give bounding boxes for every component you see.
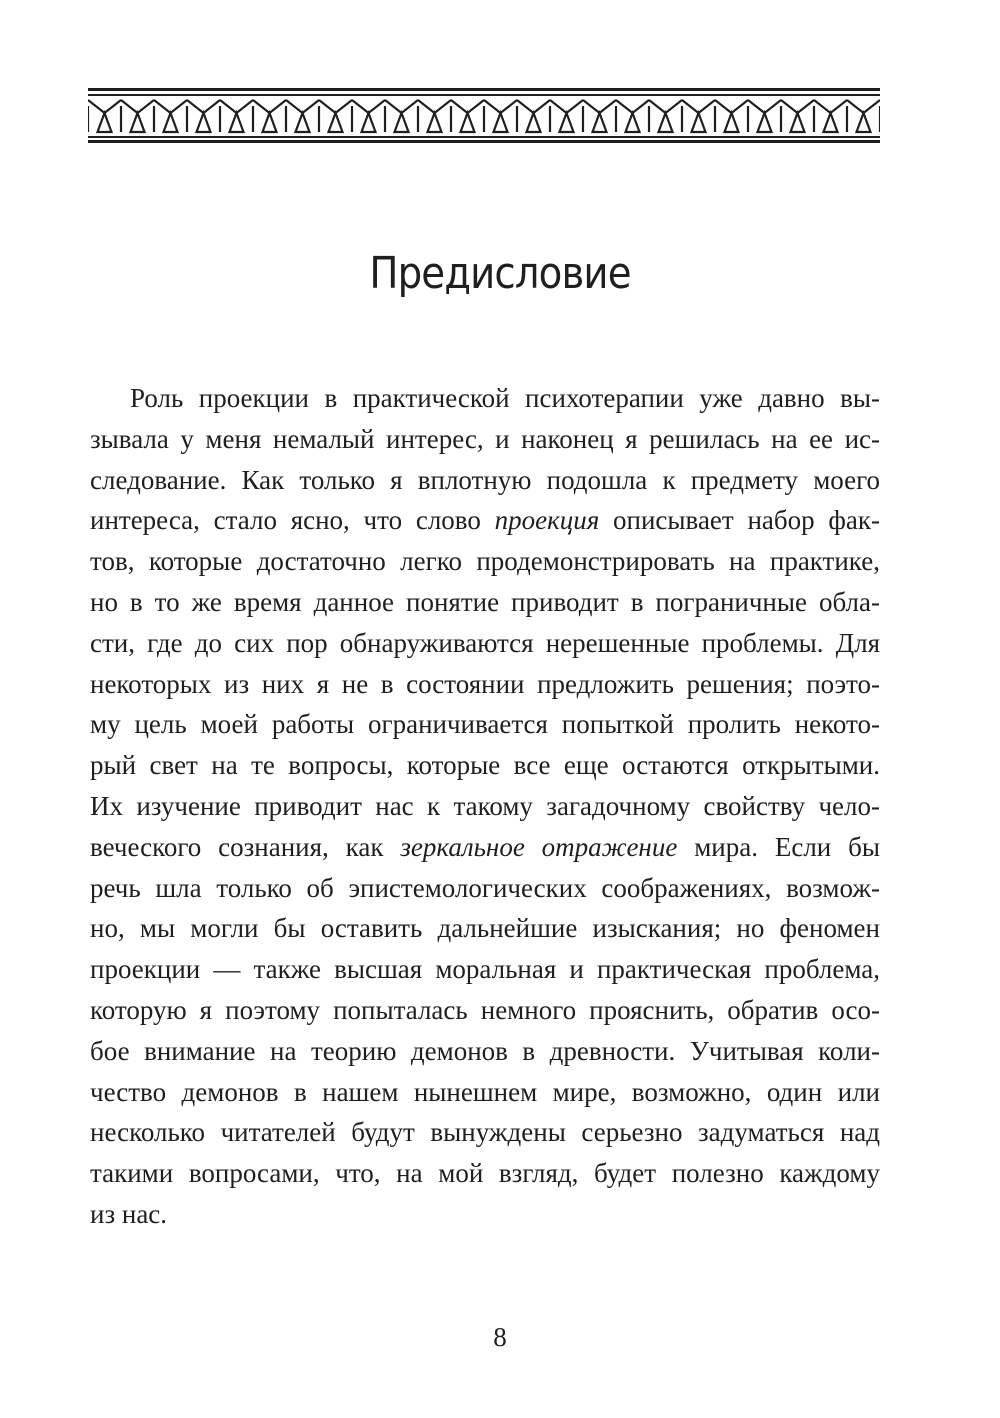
text-span: интереса, стало ясно, что слово xyxy=(90,505,495,536)
text-span: но, мы могли бы оставить дальнейшие изыскания; но феномен xyxy=(90,913,880,944)
ornament-motif xyxy=(418,100,451,132)
text-line xyxy=(90,827,880,868)
text-span: му цель моей работы ограничивается попыткой пролить некото- xyxy=(90,709,880,740)
italic-term: зеркальное отражение xyxy=(400,831,678,862)
text-line xyxy=(90,1031,880,1072)
ornament-motif xyxy=(550,100,583,132)
ornament-motif xyxy=(616,100,649,132)
text-span: несколько читателей будут вынуждены серьезно задуматься над xyxy=(90,1117,880,1148)
ornament-motif xyxy=(319,100,352,132)
ornament-motif xyxy=(748,100,781,132)
body-text xyxy=(90,378,880,1235)
text-span: мира. Если бы xyxy=(677,831,881,862)
text-span: бое внимание на теорию демонов в древности. Учитывая коли- xyxy=(90,1035,880,1066)
ornament-motif xyxy=(121,100,154,132)
ornament-motif xyxy=(649,100,682,132)
text-line xyxy=(90,664,880,705)
ornament-motif xyxy=(781,100,814,132)
text-span: некоторых из них я не в состоянии предложить решения; поэто- xyxy=(90,668,880,699)
text-line xyxy=(90,1153,880,1194)
text-line xyxy=(90,949,880,990)
ornament-motif xyxy=(286,100,319,132)
text-span: веческого сознания, как xyxy=(90,831,401,862)
text-span: проекции — также высшая моральная и практическая проблема, xyxy=(90,954,880,985)
italic-term: проекция xyxy=(494,505,600,536)
text-span: сти, где до сих пор обнаруживаются нерешенные проблемы. Для xyxy=(90,627,880,658)
text-line xyxy=(90,908,880,949)
text-span: тов, которые достаточно легко продемонстрировать на практике, xyxy=(90,546,880,577)
page-number: 8 xyxy=(493,1322,507,1352)
text-span: такими вопросами, что, на мой взгляд, будет полезно каждому xyxy=(90,1158,880,1189)
ornament-rule xyxy=(88,88,880,91)
text-line xyxy=(90,704,880,745)
ornament-motif xyxy=(583,100,616,132)
decorative-border-ornament xyxy=(88,88,880,144)
page-title: Предисловие xyxy=(369,248,631,299)
text-line xyxy=(90,623,880,664)
ornament-motif xyxy=(682,100,715,132)
text-span: из нас. xyxy=(90,1198,168,1229)
ornament-motif xyxy=(352,100,385,132)
ornament-motif xyxy=(88,100,121,132)
ornament-motif xyxy=(154,100,187,132)
text-line xyxy=(90,419,880,460)
ornament-motif xyxy=(517,100,550,132)
ornament-motif xyxy=(847,100,880,132)
ornament-motif xyxy=(451,100,484,132)
ornament-motif xyxy=(814,100,847,132)
text-line xyxy=(90,990,880,1031)
text-line xyxy=(90,1072,880,1113)
text-line xyxy=(90,1194,880,1235)
text-line xyxy=(90,541,880,582)
text-line xyxy=(90,378,880,419)
ornament-rule xyxy=(88,136,880,138)
text-line xyxy=(90,745,880,786)
ornament-motif xyxy=(220,100,253,132)
text-span: которую я поэтому попыталась немного прояснить, обратив осо- xyxy=(90,994,880,1025)
text-span: Роль проекции в практической психотерапии уже давно вы- xyxy=(130,383,880,413)
text-span: речь шла только об эпистемологических соображениях, возмож- xyxy=(90,872,880,903)
ornament-motif xyxy=(715,100,748,132)
text-span: описывает набор фак- xyxy=(599,505,880,536)
text-span: чество демонов в нашем нынешнем мире, возможно, один или xyxy=(90,1076,880,1107)
text-span: зывала у меня немалый интерес, и наконец я решилась на ее ис- xyxy=(90,423,880,454)
text-line xyxy=(90,786,880,827)
text-span: Их изучение приводит нас к такому загадочному свойству чело- xyxy=(90,790,880,821)
ornament-motif xyxy=(187,100,220,132)
ornament-motif xyxy=(385,100,418,132)
text-span: следование. Как только я вплотную подошла к предмету моего xyxy=(90,464,880,495)
text-line xyxy=(90,868,880,909)
text-span: но в то же время данное понятие приводит в пограничные обла- xyxy=(90,586,880,617)
text-line xyxy=(90,582,880,623)
text-line xyxy=(90,1112,880,1153)
text-line xyxy=(90,460,880,501)
ornament-motif xyxy=(484,100,517,132)
ornament-rule xyxy=(88,94,880,96)
text-line xyxy=(90,500,880,541)
ornament-motif xyxy=(253,100,286,132)
text-span: рый свет на те вопросы, которые все еще остаются открытыми. xyxy=(90,750,880,781)
ornament-rule xyxy=(88,140,880,143)
